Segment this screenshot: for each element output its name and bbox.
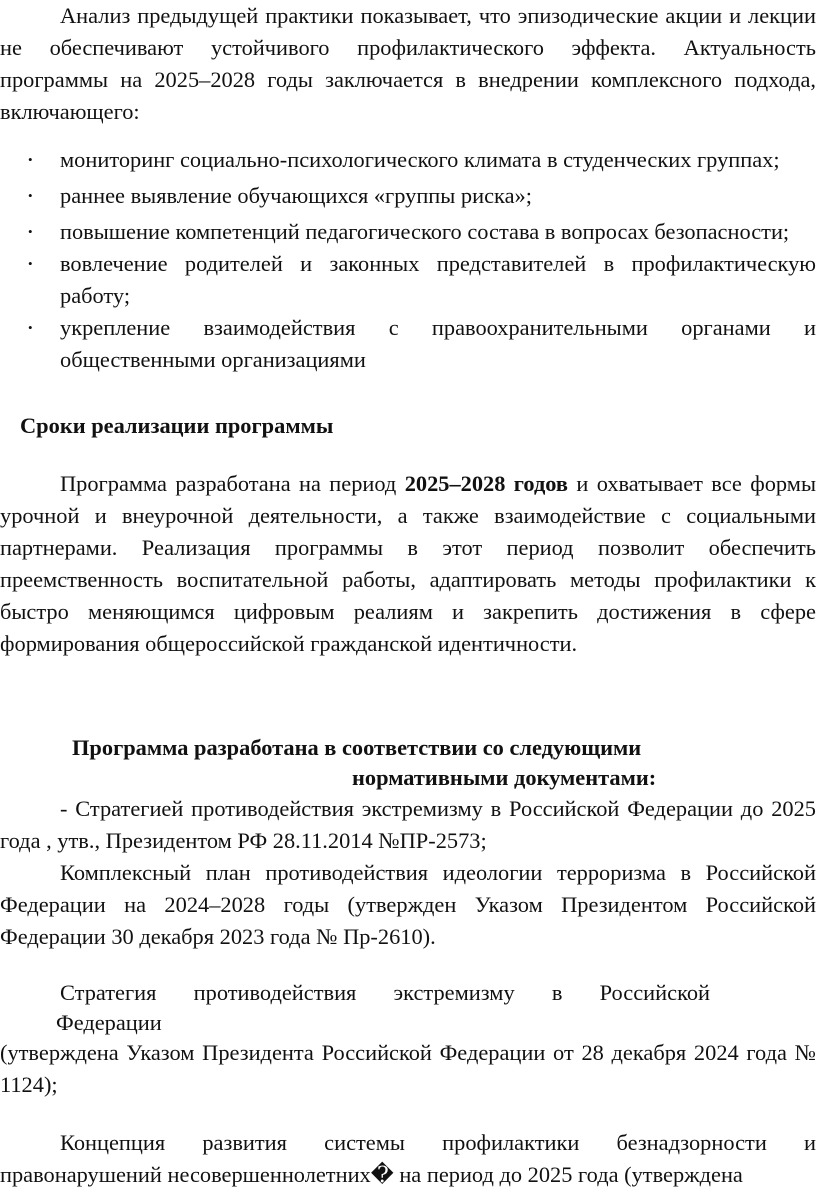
terms-paragraph	[0, 468, 816, 660]
approach-list	[0, 144, 816, 376]
normative-item-strategy-2024-line1: Стратегия противодействия экстремизму в Российской	[60, 980, 710, 1005]
normative-heading-line1: Программа разработана в соответствии со следующими	[72, 735, 642, 760]
normative-item-strategy-2024-line2: Федерации	[56, 1010, 162, 1035]
normative-item-antiterror-plan: Комплексный план противодействия идеологии терроризма в Российской Федерации на 2024–2028 годы (утвержден Указом Президентом Российской Федерации 30 декабря 2023 года № Пр-2610).	[0, 860, 816, 949]
terms-heading: Сроки реализации программы	[20, 413, 334, 438]
list-item	[0, 180, 816, 216]
terms-period: 2025–2028 годов	[404, 471, 569, 496]
terms-text-before: Программа разработана на период	[60, 471, 405, 496]
list-item-text: мониторинг социально-психологического климата в студенческих группах;	[60, 147, 780, 172]
list-item	[0, 312, 816, 376]
bullet-icon: •	[28, 152, 33, 167]
list-item	[0, 216, 816, 248]
normative-item-strategy-2024-approval: (утверждена Указом Президента Российской Федерации от 28 декабря 2024 года № 1124);	[0, 1040, 816, 1097]
list-item-text: вовлечение родителей и законных представителей в профилактическую работу;	[60, 251, 816, 308]
normative-heading-line2: нормативными документами:	[352, 765, 657, 790]
normative-item-strategy-2014: - Стратегией противодействия экстремизму в Российской Федерации до 2025 года , утв., Президентом РФ 28.11.2014 №ПР-2573;	[0, 796, 816, 853]
bullet-icon: •	[28, 224, 33, 239]
bullet-icon: •	[28, 256, 33, 271]
list-item-text: повышение компетенций педагогического состава в вопросах безопасности;	[60, 219, 790, 244]
list-item	[0, 144, 816, 180]
list-item-text: раннее выявление обучающихся «группы риска»;	[60, 183, 532, 208]
normative-item-concept: Концепция развития системы профилактики безнадзорности и правонарушений несовершеннолетних� на период до 2025 года (утверждена	[0, 1130, 816, 1187]
bullet-icon: •	[28, 188, 33, 203]
terms-text-after: и охватывает все формы урочной и внеурочной деятельности, а также взаимодействие с социальными партнерами. Реализация программы в этот период позволит обеспечить преемственность воспитательной работы, адаптировать методы профилактики к быстро меняющимся цифровым реалиям и закрепить достижения в сфере формирования общероссийской гражданской идентичности.	[0, 471, 816, 656]
list-item	[0, 248, 816, 312]
bullet-icon: •	[28, 320, 33, 335]
list-item-text: укрепление взаимодействия с правоохранительными органами и общественными организациями	[60, 315, 816, 372]
intro-paragraph: Анализ предыдущей практики показывает, что эпизодические акции и лекции не обеспечивают устойчивого профилактического эффекта. Актуальность программы на 2025–2028 годы заключается в внедрении комплексного подхода, включающего:	[0, 3, 816, 124]
